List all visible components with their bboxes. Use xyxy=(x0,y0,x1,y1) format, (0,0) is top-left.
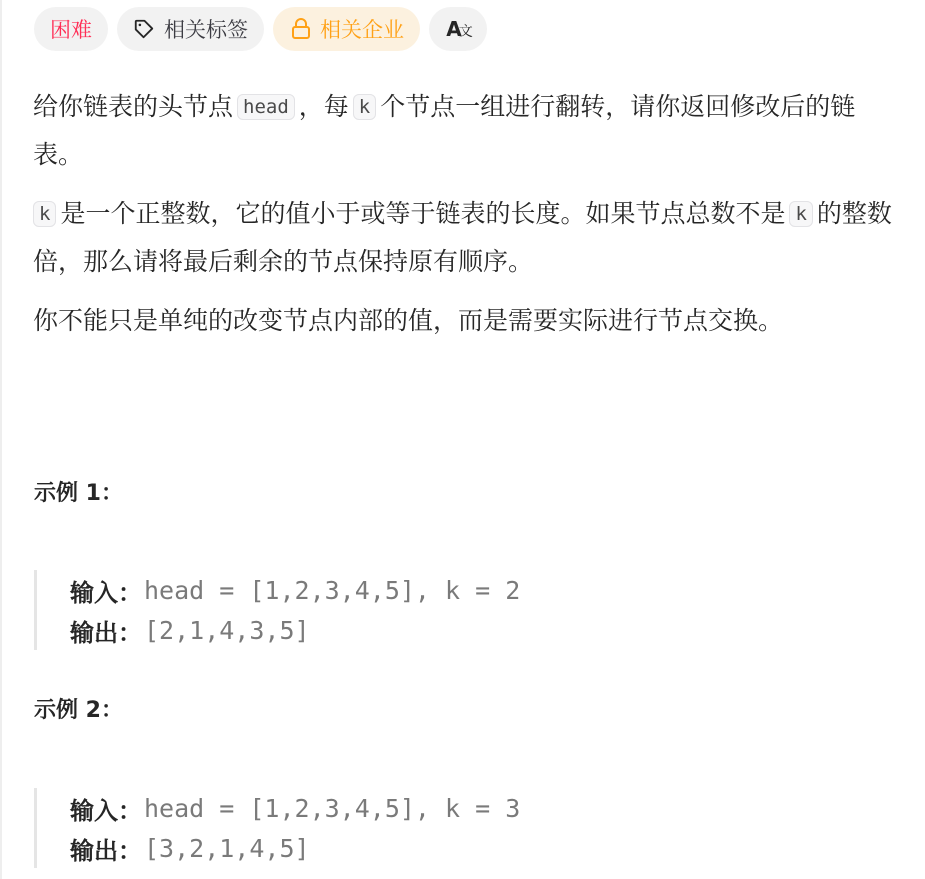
related-companies-label: 相关企业 xyxy=(320,18,404,42)
related-companies-button[interactable] xyxy=(273,7,420,51)
input-value: head = [1,2,3,4,5], k = 2 xyxy=(144,575,521,605)
description-paragraph-3: 你不能只是单纯的改变节点内部的值，而是需要实际进行节点交换。 xyxy=(33,306,784,335)
description-paragraph-1 xyxy=(33,84,903,177)
description-text: ，每 xyxy=(298,92,349,121)
translate-icon: A文 xyxy=(446,17,470,41)
description-text: 是一个正整数，它的值小于或等于链表的长度。如果节点总数不是 xyxy=(60,199,786,228)
example-1-output xyxy=(70,610,734,650)
input-label: 输入： xyxy=(70,796,142,825)
output-label: 输出： xyxy=(70,618,142,647)
inline-code-k: k xyxy=(33,201,56,227)
related-topics-label: 相关标签 xyxy=(164,18,248,42)
example-1-input xyxy=(70,570,734,610)
example-2-block xyxy=(34,788,734,868)
input-value: head = [1,2,3,4,5], k = 3 xyxy=(144,793,521,823)
inline-code-k: k xyxy=(353,94,376,120)
related-topics-button[interactable] xyxy=(117,7,264,51)
output-value: [2,1,4,3,5] xyxy=(144,615,310,645)
difficulty-label: 困难 xyxy=(50,18,92,42)
description-text: 给你链表的头节点 xyxy=(33,92,234,121)
inline-code-k: k xyxy=(789,201,812,227)
panel-left-border xyxy=(0,0,2,879)
tag-icon xyxy=(133,18,155,40)
description-text: 个节点一组进行翻转，请你返回修改后的链表。 xyxy=(33,92,856,169)
inline-code-head: head xyxy=(237,94,295,120)
input-label: 输入： xyxy=(70,578,142,607)
example-1-title: 示例 1： xyxy=(34,481,123,506)
problem-tag-row xyxy=(34,7,496,51)
translate-button[interactable] xyxy=(429,7,487,51)
example-2-output xyxy=(70,828,734,868)
lock-icon xyxy=(291,18,311,40)
output-label: 输出： xyxy=(70,836,142,865)
example-1-block xyxy=(34,570,734,650)
problem-description xyxy=(33,84,903,343)
difficulty-badge xyxy=(34,7,108,51)
example-2-title: 示例 2： xyxy=(34,698,123,723)
example-2-input xyxy=(70,788,734,828)
description-text: 的整数倍，那么请将最后剩余的节点保持原有顺序。 xyxy=(33,199,892,276)
output-value: [3,2,1,4,5] xyxy=(144,833,310,863)
description-paragraph-2 xyxy=(33,191,903,284)
